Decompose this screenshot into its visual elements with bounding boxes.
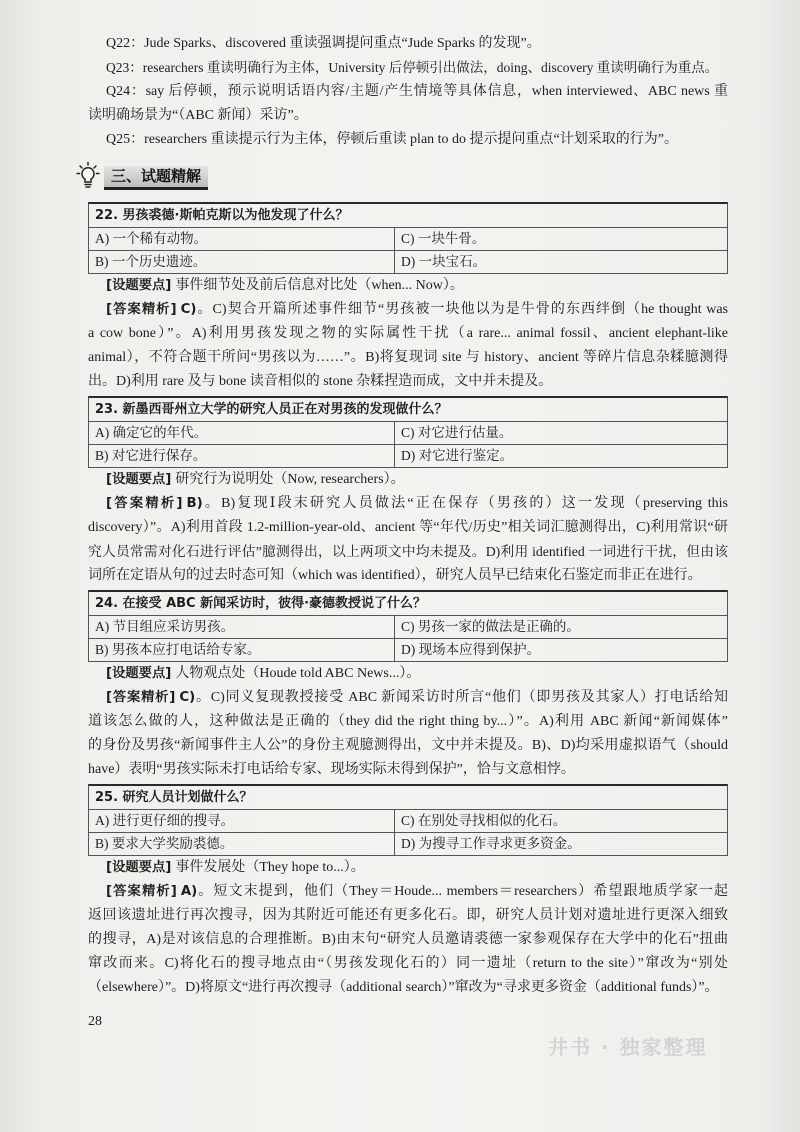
key-point-text: 人物观点处（Houde told ABC News...）。 [175,666,421,681]
analysis-line: （elsewhere）”。D)将原文“进行再次搜寻（additional search）”窜改为“寻求更多资金（additional funds）”。 [88,980,719,995]
question-table-25 [88,784,728,856]
option-d: D) 为搜寻工作寻求更多资金。 [401,836,581,851]
analysis-text: 。B)复现Ⅰ段末研究人员做法“正在保存（男孩的）这一发现（preserving this [202,496,728,511]
analysis-line: 道该怎么做的人，这种做法是正确的（they did the right thing by...）”。A)利用 ABC 新闻“新闻媒体” [88,714,728,729]
option-b: B) 对它进行保存。 [89,445,395,467]
analysis-line: have）表明“男孩实际未打电话给专家、现场实际未得到保护”，恰与文意相悖。 [88,762,575,777]
analysis-line: 的搜寻，A)是对该信息的合理推断。B)由末句“研究人员邀请裘德一家参观保存在大学中的化石”扭曲 [88,932,728,947]
key-point-line [88,274,728,298]
option-b: B) 一个历史遗迹。 [89,251,395,273]
question-table-22 [88,202,728,274]
options-row [89,445,727,467]
analysis-line [88,298,728,322]
page-number: 28 [88,1014,102,1029]
intro-line-q22: Q22：Jude Sparks、discovered 重读强调提问重点“Jude Sparks 的发现”。 [106,36,541,51]
options-row [89,422,727,445]
option-a: A) 进行更仔细的搜寻。 [89,810,395,832]
option-a: A) 确定它的年代。 [89,422,395,444]
answer-choice: B) [186,496,203,511]
options-row [89,639,727,661]
option-c: C) 对它进行估量。 [401,425,513,440]
question-title: 25. 研究人员计划做什么？ [89,786,727,810]
options-row [89,251,727,273]
analysis-text: 。C)契合开篇所述事件细节“男孩被一块他以为是牛骨的东西绊倒（he thought was [196,302,728,317]
options-row [89,616,727,639]
intro-line-q24-cont: 读明确场景为“（ABC 新闻）采访”。 [88,108,308,123]
option-d: D) 现场本应得到保护。 [401,642,541,657]
question-title: 23. 新墨西哥州立大学的研究人员正在对男孩的发现做什么？ [89,398,727,422]
analysis-line: 出。D)利用 rare 及与 bone 读音相似的 stone 杂糅捏造而成，文中并未提及。 [88,374,553,389]
analysis-line [88,686,728,710]
options-row [89,228,727,251]
key-point-label: [设题要点] [106,860,172,875]
analysis-line [88,880,728,904]
analysis-label: [答案精析] [106,302,177,317]
lightbulb-icon [76,161,100,191]
key-point-text: 研究行为说明处（Now, researchers）。 [175,472,405,487]
analysis-line: 返回该遗址进行再次搜寻，因为其附近可能还有更多化石。即，研究人员计划对遗址进行更深入细致 [88,908,728,923]
section-title: 三、试题精解 [104,166,208,190]
option-c: C) 男孩一家的做法是正确的。 [401,619,580,634]
option-b: B) 要求大学奖励裘德。 [89,833,395,855]
key-point-text: 事件发展处（They hope to...）。 [175,860,365,875]
option-c: C) 在别处寻找相似的化石。 [401,813,567,828]
key-point-label: [设题要点] [106,472,172,487]
answer-choice: C) [179,690,196,705]
key-point-label: [设题要点] [106,666,172,681]
key-point-line [88,856,728,880]
analysis-text: 。C)同义复现教授接受 ABC 新闻采访时所言“他们（即男孩及其家人）打电话给知 [195,690,728,705]
question-title: 22. 男孩裘德·斯帕克斯以为他发现了什么？ [89,204,727,228]
options-row [89,810,727,833]
page-content [88,32,728,1000]
question-table-23 [88,396,728,468]
analysis-line: 窜改而来。C)将化石的搜寻地点由“（男孩发现化石的）同一遗址（return to the site）”窜改为“别处 [88,956,728,971]
analysis-line [88,492,728,516]
analysis-line: a cow bone）”。A)利用男孩发现之物的实际属性干扰（a rare... animal fossil、ancient elephant-like [88,326,728,341]
intro-line-q25: Q25：researchers 重读提示行为主体，停顿后重读 plan to do 提示提问重点“计划采取的行为”。 [106,132,678,147]
option-a: A) 节目组应采访男孩。 [89,616,395,638]
key-point-label: [设题要点] [106,278,172,293]
intro-line-q24: Q24：say 后停顿，预示说明话语内容/主题/产生情境等具体信息，when interviewed、ABC news 重 [106,84,728,99]
section-header [88,166,728,190]
option-c: C) 一块牛骨。 [401,231,486,246]
analysis-line: 词所在定语从句的过去时态可知（which was identified），研究人员早已结束化石鉴定而非正在进行。 [88,568,702,583]
question-title: 24. 在接受 ABC 新闻采访时，彼得·豪德教授说了什么？ [89,592,727,616]
answer-choice: A) [180,884,198,899]
watermark-text: 井书 · 独家整理 [548,1035,708,1059]
analysis-line: animal），不符合题干所问“男孩以为……”。B)将复现词 site 与 history、ancient 等碎片信息杂糅臆测得 [88,350,728,365]
analysis-label: [答案精析] [106,690,176,705]
intro-line-q23: Q23：researchers 重读明确行为主体，University 后停顿引出做法，doing、discovery 重读明确行为重点。 [106,60,719,75]
answer-choice: C) [180,302,197,317]
analysis-line: 的身份及男孩“新闻事件主人公”的身份主观臆测得出，文中并未提及。B)、D)均采用虚拟语气（should [88,738,728,753]
option-d: D) 对它进行鉴定。 [401,448,514,463]
analysis-line: 究人员常需对化石进行评估”臆测得出，以上两项文中均未提及。D)利用 identified 一词进行干扰，但由该 [88,544,728,559]
analysis-label: [答案精析] [106,884,177,899]
analysis-text: 。短文末提到，他们（They＝Houde... members＝researchers）希望跟地质学家一起 [197,884,728,899]
option-a: A) 一个稀有动物。 [89,228,395,250]
key-point-line [88,468,728,492]
analysis-line: discovery）”。A)利用首段 1.2-million-year-old、ancient 等“年代/历史”相关词汇臆测得出，C)利用常识“研 [88,520,728,535]
option-d: D) 一块宝石。 [401,254,487,269]
key-point-text: 事件细节处及前后信息对比处（when... Now）。 [175,278,464,293]
analysis-label: [答案精析] [106,496,183,511]
option-b: B) 男孩本应打电话给专家。 [89,639,395,661]
key-point-line [88,662,728,686]
question-table-24 [88,590,728,662]
options-row [89,833,727,855]
